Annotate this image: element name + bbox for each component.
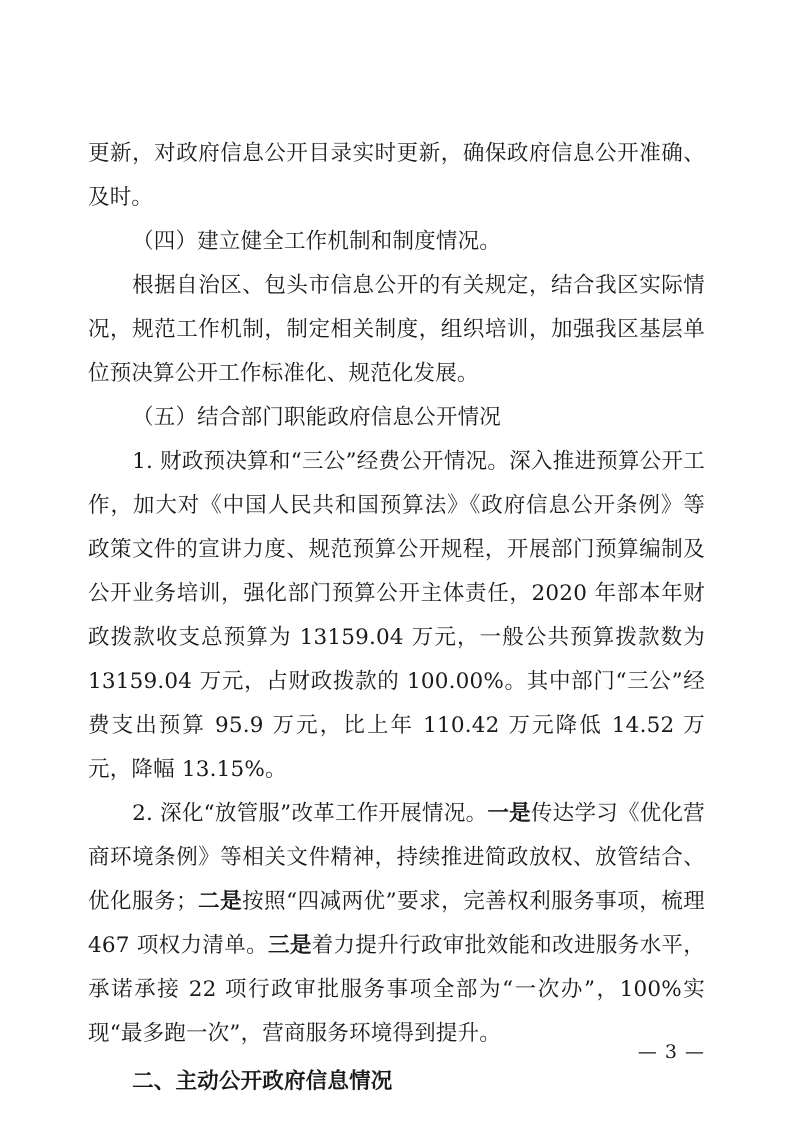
section-heading-two: 二、主动公开政府信息情况 [132,1069,393,1094]
segment-text: 传达学习《优化营商环境条例》等相关文件精神，持续推进简政放权、放管结合、优化服务； [88,801,705,914]
segment-emphasis-first: 一是 [487,801,531,826]
segment-emphasis-second: 二是 [197,889,243,914]
paragraph-continuation: 更新，对政府信息公开目录实时更新，确保政府信息公开准确、及时。 [88,141,705,210]
segment-emphasis-third: 三是 [267,933,312,958]
segment-text: 2. 深化“放管服”改革工作开展情况。 [132,801,488,826]
segment-text: 按照“四减两优”要求，完善权利服务事项，梳理 467 项权力清单。 [88,889,705,958]
paragraph-item-1-budget: 1. 财政预决算和“三公”经费公开情况。深入推进预算公开工作，加大对《中国人民共和国预算法》《政府信息公开条例》等政策文件的宣讲力度、规范预算公开规程，开展部门预算编制及公开业务培训，强化部门预算公开主体责任，2020 年部本年财政拨款收支总预算为 13159.04 万元，一般公共预算拨款数为 13159.04 万元，占财政拨款的 100.00%。其中部门“三公”经费支出预算 95.9 万元，比上年 110.42 万元降低 14.52 万元，降幅 13.15%。 [88,449,705,782]
segment-text: 着力提升行政审批效能和改进服务水平，承诺承接 22 项行政审批服务事项全部为“一次办”，100%实现“最多跑一次”，营商服务环境得到提升。 [88,933,705,1046]
page-number: — 3 — [637,1041,705,1063]
paragraph-item-2-reform [88,792,705,1056]
document-body [88,132,705,1104]
paragraph-section-five-title: （五）结合部门职能政府信息公开情况 [132,405,501,430]
paragraph-section-four-body: 根据自治区、包头市信息公开的有关规定，结合我区实际情况，规范工作机制，制定相关制度，组织培训，加强我区基层单位预决算公开工作标准化、规范化发展。 [88,273,705,386]
paragraph-section-four-title: （四）建立健全工作机制和制度情况。 [132,229,501,254]
